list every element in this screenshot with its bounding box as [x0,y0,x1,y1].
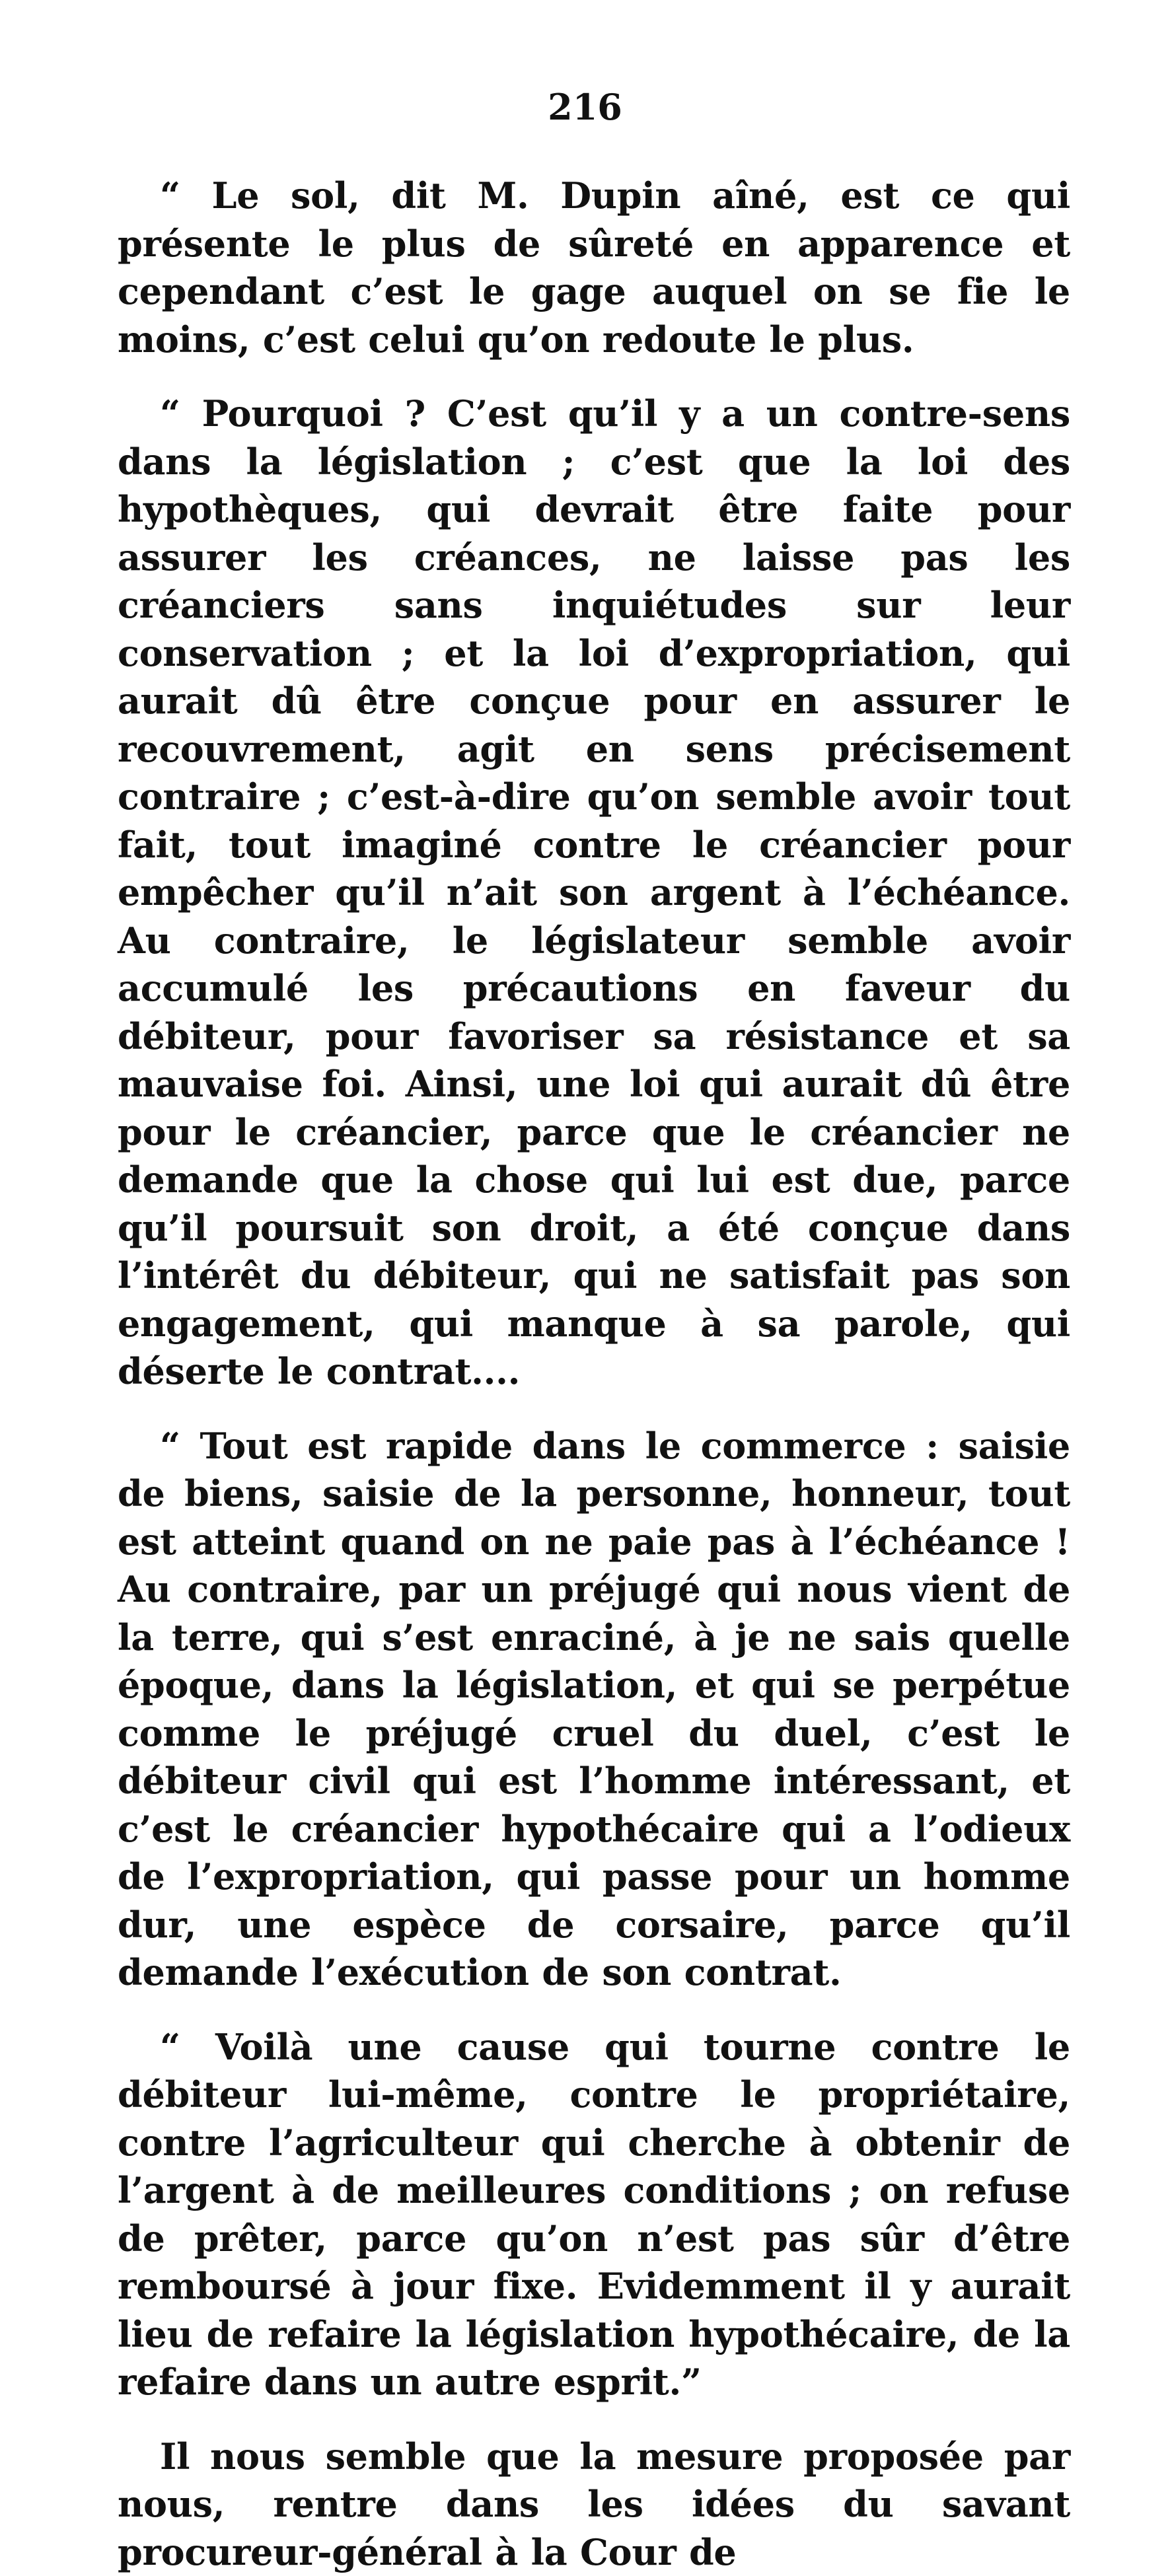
paragraph-2: “ Pourquoi ? C’est qu’il y a un contre-sens dans la législation ; c’est que la loi des hypothèques, qui devrait être faite pour assurer les créances, ne laisse pas les créanciers sans inquiétudes sur leur conservation ; et la loi d’expropriation, qui aurait dû être conçue pour en assurer le recouvrement, agit en sens précisement contraire ; c’est-à-dire qu’on semble avoir tout fait, tout imaginé contre le créancier pour empêcher qu’il n’ait son argent à l’échéance. Au contraire, le législateur semble avoir accumulé les précautions en faveur du débiteur, pour favoriser sa résistance et sa mauvaise foi. Ainsi, une loi qui aurait dû être pour le créancier, parce que le créancier ne demande que la chose qui lui est due, parce qu’il poursuit son droit, a été conçue dans l’intérêt du débiteur, qui ne satisfait pas son engagement, qui manque à sa parole, qui déserte le contrat.... [118,390,1070,1396]
paragraph-3: “ Tout est rapide dans le commerce : saisie de biens, saisie de la personne, honneur, tout est atteint quand on ne paie pas à l’échéance ! Au contraire, par un préjugé qui nous vient de la terre, qui s’est enraciné, à je ne sais quelle époque, dans la législation, et qui se perpétue comme le préjugé cruel du duel, c’est le débiteur civil qui est l’homme intéressant, et c’est le créancier hypothécaire qui a l’odieux de l’expropriation, qui passe pour un homme dur, une espèce de corsaire, parce qu’il demande l’exécution de son contrat. [118,1422,1070,1997]
paragraph-1: “ Le sol, dit M. Dupin aîné, est ce qui présente le plus de sûreté en apparence et cependant c’est le gage auquel on se fie le moins, c’est celui qu’on redoute le plus. [118,172,1070,363]
page-number: 216 [0,87,1170,127]
body-text [118,172,1070,2576]
paragraph-5: Il nous semble que la mesure proposée par nous, rentre dans les idées du savant procureur-général à la Cour de [118,2433,1070,2576]
paragraph-4: “ Voilà une cause qui tourne contre le débiteur lui-même, contre le propriétaire, contre l’agriculteur qui cherche à obtenir de l’argent à de meilleures conditions ; on refuse de prêter, parce qu’on n’est pas sûr d’être remboursé à jour fixe. Evidemment il y aurait lieu de refaire la législation hypothécaire, de la refaire dans un autre esprit.” [118,2023,1070,2406]
